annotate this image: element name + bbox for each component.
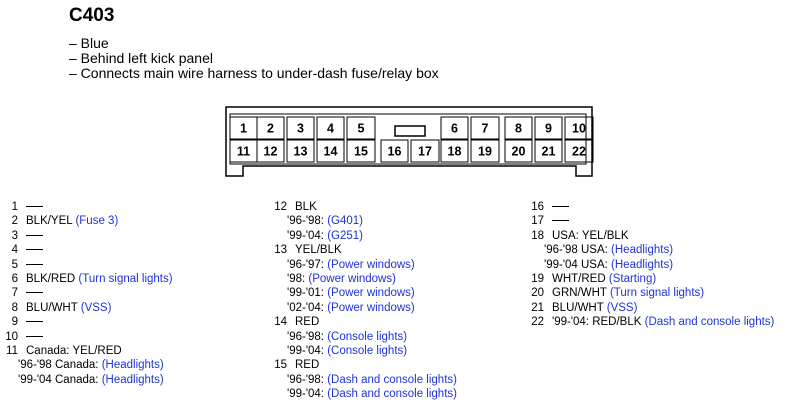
model-years: '02-'04: bbox=[287, 301, 324, 314]
circuit-link[interactable]: (Power windows) bbox=[308, 273, 396, 286]
pin-cell-label: 6 bbox=[451, 121, 458, 136]
pin-entry-10 bbox=[0, 330, 173, 344]
pin-main-line bbox=[526, 301, 774, 315]
unused-pin-dash bbox=[26, 321, 43, 322]
pin-entry-7 bbox=[0, 286, 173, 300]
pin-main-line bbox=[0, 229, 173, 243]
pin-number: 17 bbox=[531, 215, 544, 228]
pin-entry-11 bbox=[0, 344, 173, 387]
pin-sub-line bbox=[269, 373, 457, 387]
pin-entry-14 bbox=[269, 315, 457, 358]
pin-cell-label: 20 bbox=[511, 144, 526, 159]
pin-list-column-2 bbox=[269, 200, 457, 402]
circuit-link[interactable]: (Headlights) bbox=[611, 258, 674, 271]
model-years: '96-'98 USA: bbox=[544, 244, 608, 257]
wire-color: BLU/WHT bbox=[26, 301, 78, 314]
pin-number: 5 bbox=[11, 258, 18, 271]
connector-title: C403 bbox=[69, 5, 115, 26]
pin-entry-1 bbox=[0, 200, 173, 214]
pin-main-line bbox=[526, 272, 774, 286]
model-years: '96-'98: bbox=[287, 215, 324, 228]
pin-number: 6 bbox=[11, 273, 18, 286]
pin-sub-line bbox=[269, 330, 457, 344]
pin-number: 20 bbox=[531, 287, 544, 300]
note-function: – Connects main wire harness to under-dash fuse/relay box bbox=[69, 65, 439, 81]
pin-entry-4 bbox=[0, 243, 173, 257]
pin-entry-16 bbox=[526, 200, 774, 214]
unused-pin-dash bbox=[26, 235, 43, 236]
pin-main-line bbox=[0, 330, 173, 344]
pin-main-line bbox=[0, 301, 173, 315]
pin-entry-22 bbox=[526, 315, 774, 329]
pin-sub-line bbox=[269, 214, 457, 228]
pin-number: 7 bbox=[11, 287, 18, 300]
pin-entry-13 bbox=[269, 243, 457, 315]
model-years: '99-'04 Canada: bbox=[18, 373, 99, 386]
pin-cell-label: 10 bbox=[572, 121, 586, 136]
pin-entry-8 bbox=[0, 301, 173, 315]
circuit-link[interactable]: (Dash and console lights) bbox=[327, 373, 457, 386]
pin-cell-label: 19 bbox=[478, 144, 492, 159]
wire-color: BLK bbox=[295, 201, 317, 213]
pin-sub-line bbox=[0, 358, 173, 372]
pin-number: 15 bbox=[274, 359, 287, 372]
pin-main-line bbox=[0, 286, 173, 300]
wire-color: USA: YEL/BLK bbox=[552, 229, 629, 242]
pin-sub-line bbox=[0, 373, 173, 387]
unused-pin-dash bbox=[552, 206, 569, 207]
wire-color: RED bbox=[295, 316, 320, 329]
pin-cell-label: 13 bbox=[293, 144, 308, 159]
pin-number: 19 bbox=[531, 273, 544, 286]
circuit-link[interactable]: (VSS) bbox=[606, 301, 638, 314]
wire-color: RED bbox=[295, 359, 320, 372]
pin-entry-6 bbox=[0, 272, 173, 286]
circuit-link[interactable]: (Starting) bbox=[608, 273, 657, 286]
circuit-link[interactable]: (Power windows) bbox=[327, 301, 415, 314]
pin-cell-label: 2 bbox=[267, 121, 274, 136]
pin-main-line bbox=[526, 315, 774, 329]
pin-main-line bbox=[526, 200, 774, 214]
pin-main-line bbox=[0, 315, 173, 329]
pin-sub-line bbox=[269, 301, 457, 315]
circuit-link[interactable]: (Power windows) bbox=[327, 258, 415, 271]
unused-pin-dash bbox=[26, 249, 43, 250]
pin-main-line bbox=[0, 258, 173, 272]
model-years: '98: bbox=[287, 273, 306, 286]
pin-cell-label: 9 bbox=[545, 121, 552, 136]
pin-main-line bbox=[269, 358, 457, 372]
pin-entry-5 bbox=[0, 258, 173, 272]
pin-number: 3 bbox=[11, 229, 18, 242]
pin-entry-15 bbox=[269, 358, 457, 401]
pin-number: 22 bbox=[531, 316, 544, 329]
model-years: '99-'04: bbox=[287, 388, 324, 401]
pin-number: 14 bbox=[274, 316, 287, 329]
wire-color: BLK/RED bbox=[26, 273, 76, 286]
unused-pin-dash bbox=[26, 292, 43, 293]
circuit-link[interactable]: (Headlights) bbox=[101, 359, 164, 372]
unused-pin-dash bbox=[26, 206, 43, 207]
model-years: '96-'97: bbox=[287, 258, 324, 271]
pin-number: 13 bbox=[274, 244, 287, 257]
pin-number: 12 bbox=[274, 201, 287, 213]
pin-main-line bbox=[526, 286, 774, 300]
pin-entry-17 bbox=[526, 214, 774, 228]
note-location: – Behind left kick panel bbox=[69, 50, 213, 66]
pin-sub-line bbox=[269, 286, 457, 300]
pin-entry-20 bbox=[526, 286, 774, 300]
pin-list-column-3 bbox=[526, 200, 774, 330]
pin-main-line bbox=[269, 243, 457, 257]
pin-sub-line bbox=[269, 344, 457, 358]
pin-entry-18 bbox=[526, 229, 774, 272]
circuit-link[interactable]: (Console lights) bbox=[327, 345, 408, 358]
wire-color: Canada: YEL/RED bbox=[26, 345, 122, 358]
wire-color: BLK/YEL bbox=[26, 215, 73, 228]
circuit-link[interactable]: (Turn signal lights) bbox=[609, 287, 705, 300]
pin-number: 8 bbox=[11, 301, 18, 314]
pin-cell-label: 8 bbox=[515, 121, 522, 136]
pin-entry-19 bbox=[526, 272, 774, 286]
circuit-link[interactable]: (Console lights) bbox=[327, 330, 408, 343]
pin-cell-label: 4 bbox=[327, 121, 334, 136]
pin-number: 18 bbox=[531, 229, 544, 242]
wire-color: GRN/WHT bbox=[552, 287, 607, 300]
wire-color: WHT/RED bbox=[552, 273, 606, 286]
model-years: '96-'98 Canada: bbox=[18, 359, 99, 372]
pin-cell-label: 17 bbox=[418, 144, 432, 159]
pin-main-line bbox=[269, 200, 457, 214]
pin-sub-line bbox=[269, 272, 457, 286]
circuit-link[interactable]: (Dash and console lights) bbox=[644, 316, 775, 329]
pin-main-line bbox=[0, 344, 173, 358]
pin-entry-21 bbox=[526, 301, 774, 315]
wire-color: YEL/BLK bbox=[295, 244, 342, 257]
pin-sub-line bbox=[269, 258, 457, 272]
pin-main-line bbox=[526, 229, 774, 243]
pin-main-line bbox=[269, 315, 457, 329]
pin-cell-label: 15 bbox=[354, 144, 368, 159]
pin-cell-label: 5 bbox=[357, 121, 365, 136]
unused-pin-dash bbox=[26, 336, 43, 337]
pin-cell-label: 18 bbox=[447, 144, 462, 159]
pin-entry-9 bbox=[0, 315, 173, 329]
pin-number: 16 bbox=[531, 201, 544, 213]
pin-number: 4 bbox=[11, 244, 18, 257]
model-years: '99-'01: bbox=[287, 287, 324, 300]
pin-cell-label: 1 bbox=[240, 121, 247, 136]
pin-cell-label: 12 bbox=[263, 144, 278, 159]
pin-cell-label: 3 bbox=[297, 121, 304, 136]
pin-number: 11 bbox=[6, 345, 18, 358]
circuit-link[interactable]: (Fuse 3) bbox=[75, 215, 119, 228]
model-years: '96-'98: bbox=[287, 330, 324, 343]
pin-main-line bbox=[0, 214, 173, 228]
unused-pin-dash bbox=[552, 220, 569, 221]
pin-sub-line bbox=[269, 229, 457, 243]
pin-cell-label: 16 bbox=[387, 144, 402, 159]
pin-main-line bbox=[0, 272, 173, 286]
pin-main-line bbox=[0, 200, 173, 214]
circuit-link[interactable]: (Headlights) bbox=[611, 244, 674, 257]
circuit-link[interactable]: (Headlights) bbox=[101, 373, 164, 386]
connector-diagram bbox=[0, 0, 808, 200]
model-years: '99-'04: bbox=[287, 345, 324, 358]
pin-cell-label: 14 bbox=[323, 144, 338, 159]
pin-cell-label: 7 bbox=[481, 121, 489, 136]
pin-number: 2 bbox=[11, 215, 18, 228]
pin-main-line bbox=[526, 214, 774, 228]
pin-number: 1 bbox=[11, 201, 18, 213]
circuit-link[interactable]: (Power windows) bbox=[327, 287, 415, 300]
unused-pin-dash bbox=[26, 264, 43, 265]
pin-entry-12 bbox=[269, 200, 457, 243]
circuit-link[interactable]: (Dash and console lights) bbox=[327, 388, 457, 401]
pin-sub-line bbox=[526, 258, 774, 272]
model-years: '99-'04 USA: bbox=[544, 258, 608, 271]
model-years: '99-'04: bbox=[287, 229, 324, 242]
pin-sub-line bbox=[526, 243, 774, 257]
pin-entry-2 bbox=[0, 214, 173, 228]
model-years: '96-'98: bbox=[287, 373, 324, 386]
pin-sub-line bbox=[269, 387, 457, 401]
circuit-link[interactable]: (Turn signal lights) bbox=[78, 273, 173, 286]
pin-cell-label: 11 bbox=[236, 144, 251, 159]
note-color: – Blue bbox=[69, 35, 109, 51]
circuit-link[interactable]: (G251) bbox=[327, 229, 363, 242]
wire-color: '99-'04: RED/BLK bbox=[552, 316, 642, 329]
pin-entry-3 bbox=[0, 229, 173, 243]
wire-color: BLU/WHT bbox=[552, 301, 604, 314]
pin-number: 10 bbox=[5, 330, 18, 343]
pin-list-column-1 bbox=[0, 200, 173, 387]
circuit-link[interactable]: (G401) bbox=[327, 215, 363, 228]
pin-main-line bbox=[0, 243, 173, 257]
pin-number: 21 bbox=[531, 301, 544, 314]
circuit-link[interactable]: (VSS) bbox=[80, 301, 112, 314]
pin-number: 9 bbox=[11, 316, 18, 329]
pin-cell-label: 22 bbox=[572, 144, 586, 159]
pin-cell-label: 21 bbox=[541, 144, 556, 159]
